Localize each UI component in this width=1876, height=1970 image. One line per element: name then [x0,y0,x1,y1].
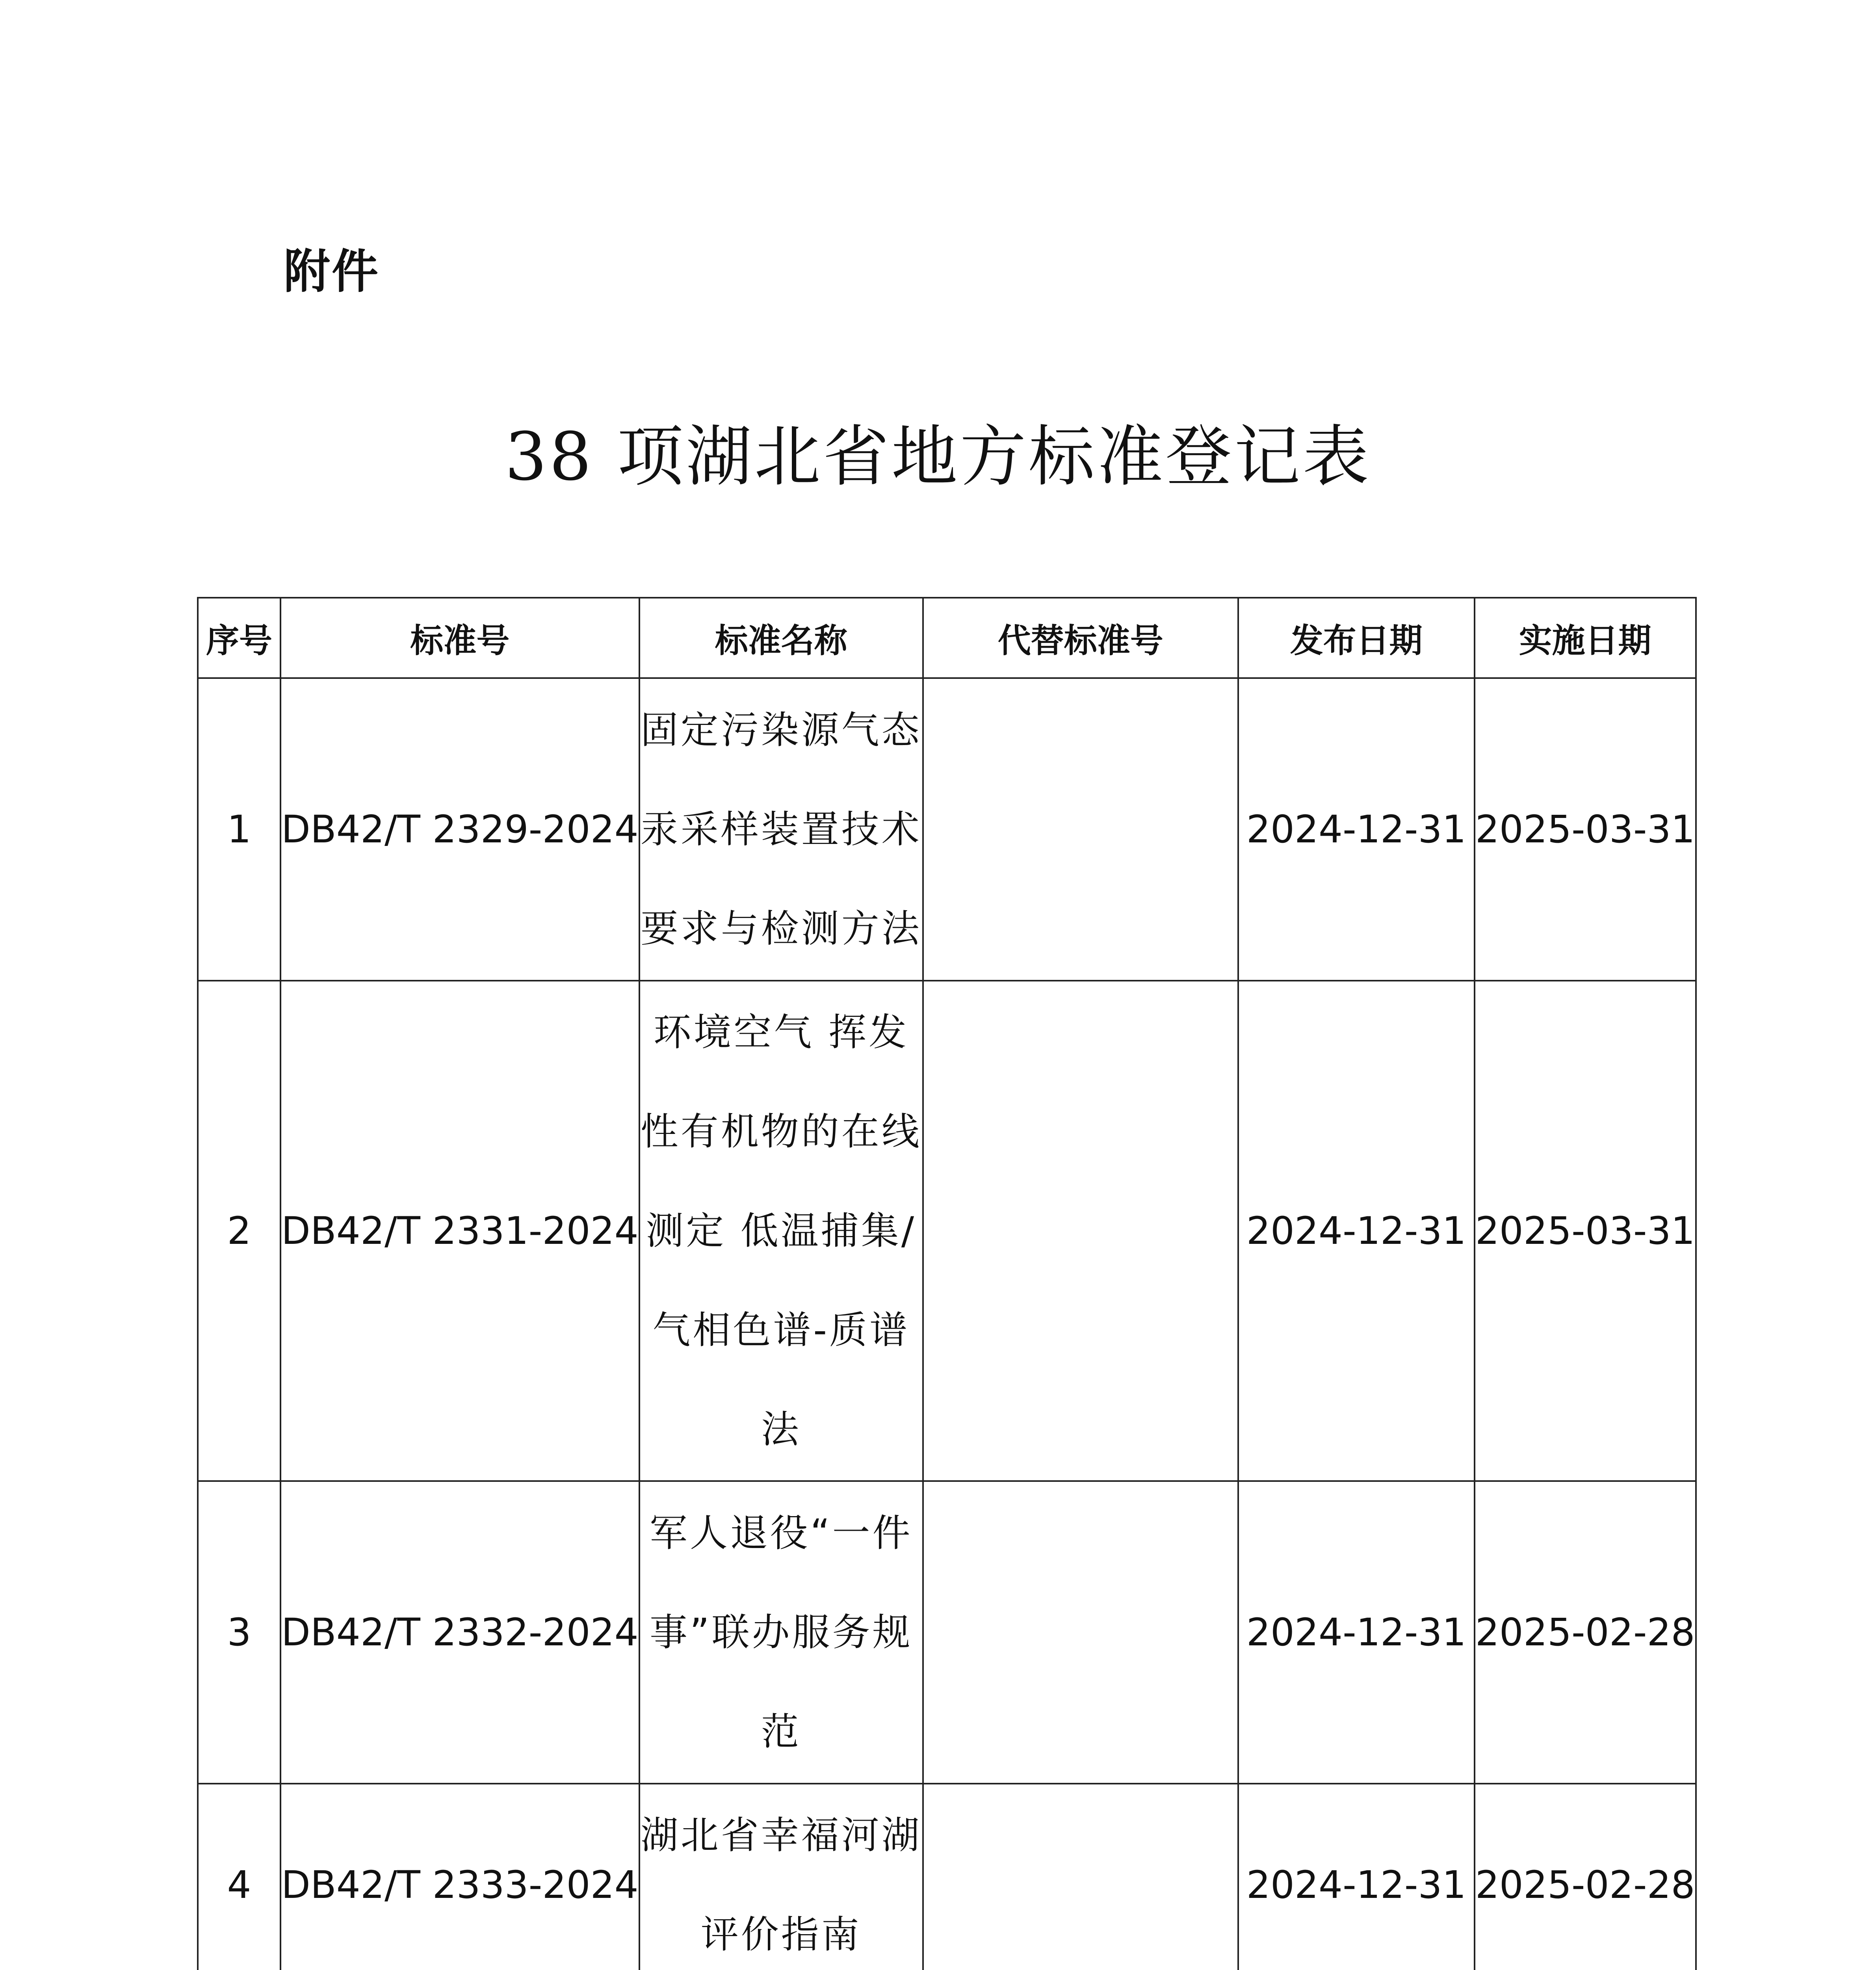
table-row [198,981,1696,1481]
cell-publish-date: 2024-12-31 [1238,678,1475,981]
standards-registry-table [197,597,1697,1970]
cell-standard-name: 固定污染源气态汞采样装置技术要求与检测方法 [639,678,923,981]
table-row [198,1784,1696,1970]
header-seq: 序号 [198,598,280,678]
cell-implement-date: 2025-03-31 [1475,678,1696,981]
cell-publish-date: 2024-12-31 [1238,1481,1475,1784]
attachment-label: 附件 [284,244,380,299]
cell-implement-date: 2025-02-28 [1475,1784,1696,1970]
cell-seq: 4 [198,1784,280,1970]
cell-seq: 2 [198,981,280,1481]
cell-standard-name: 环境空气 挥发性有机物的在线测定 低温捕集/气相色谱-质谱法 [639,981,923,1481]
cell-implement-date: 2025-02-28 [1475,1481,1696,1784]
cell-seq: 3 [198,1481,280,1784]
header-replaced-code: 代替标准号 [923,598,1238,678]
header-implement-date: 实施日期 [1475,598,1696,678]
cell-replaced-code [923,1481,1238,1784]
table-header-row [198,598,1696,678]
cell-standard-code: DB42/T 2331-2024 [280,981,639,1481]
cell-standard-code: DB42/T 2332-2024 [280,1481,639,1784]
table-row [198,1481,1696,1784]
cell-standard-name: 军人退役“一件事”联办服务规范 [639,1481,923,1784]
cell-replaced-code [923,1784,1238,1970]
header-standard-code: 标准号 [280,598,639,678]
cell-implement-date: 2025-03-31 [1475,981,1696,1481]
cell-replaced-code [923,981,1238,1481]
cell-replaced-code [923,678,1238,981]
cell-standard-code: DB42/T 2333-2024 [280,1784,639,1970]
cell-publish-date: 2024-12-31 [1238,981,1475,1481]
cell-publish-date: 2024-12-31 [1238,1784,1475,1970]
header-standard-name: 标准名称 [639,598,923,678]
document-title: 38 项湖北省地方标准登记表 [505,418,1371,495]
table-row [198,678,1696,981]
cell-standard-name: 湖北省幸福河湖评价指南 [639,1784,923,1970]
cell-standard-code: DB42/T 2329-2024 [280,678,639,981]
header-publish-date: 发布日期 [1238,598,1475,678]
cell-seq: 1 [198,678,280,981]
